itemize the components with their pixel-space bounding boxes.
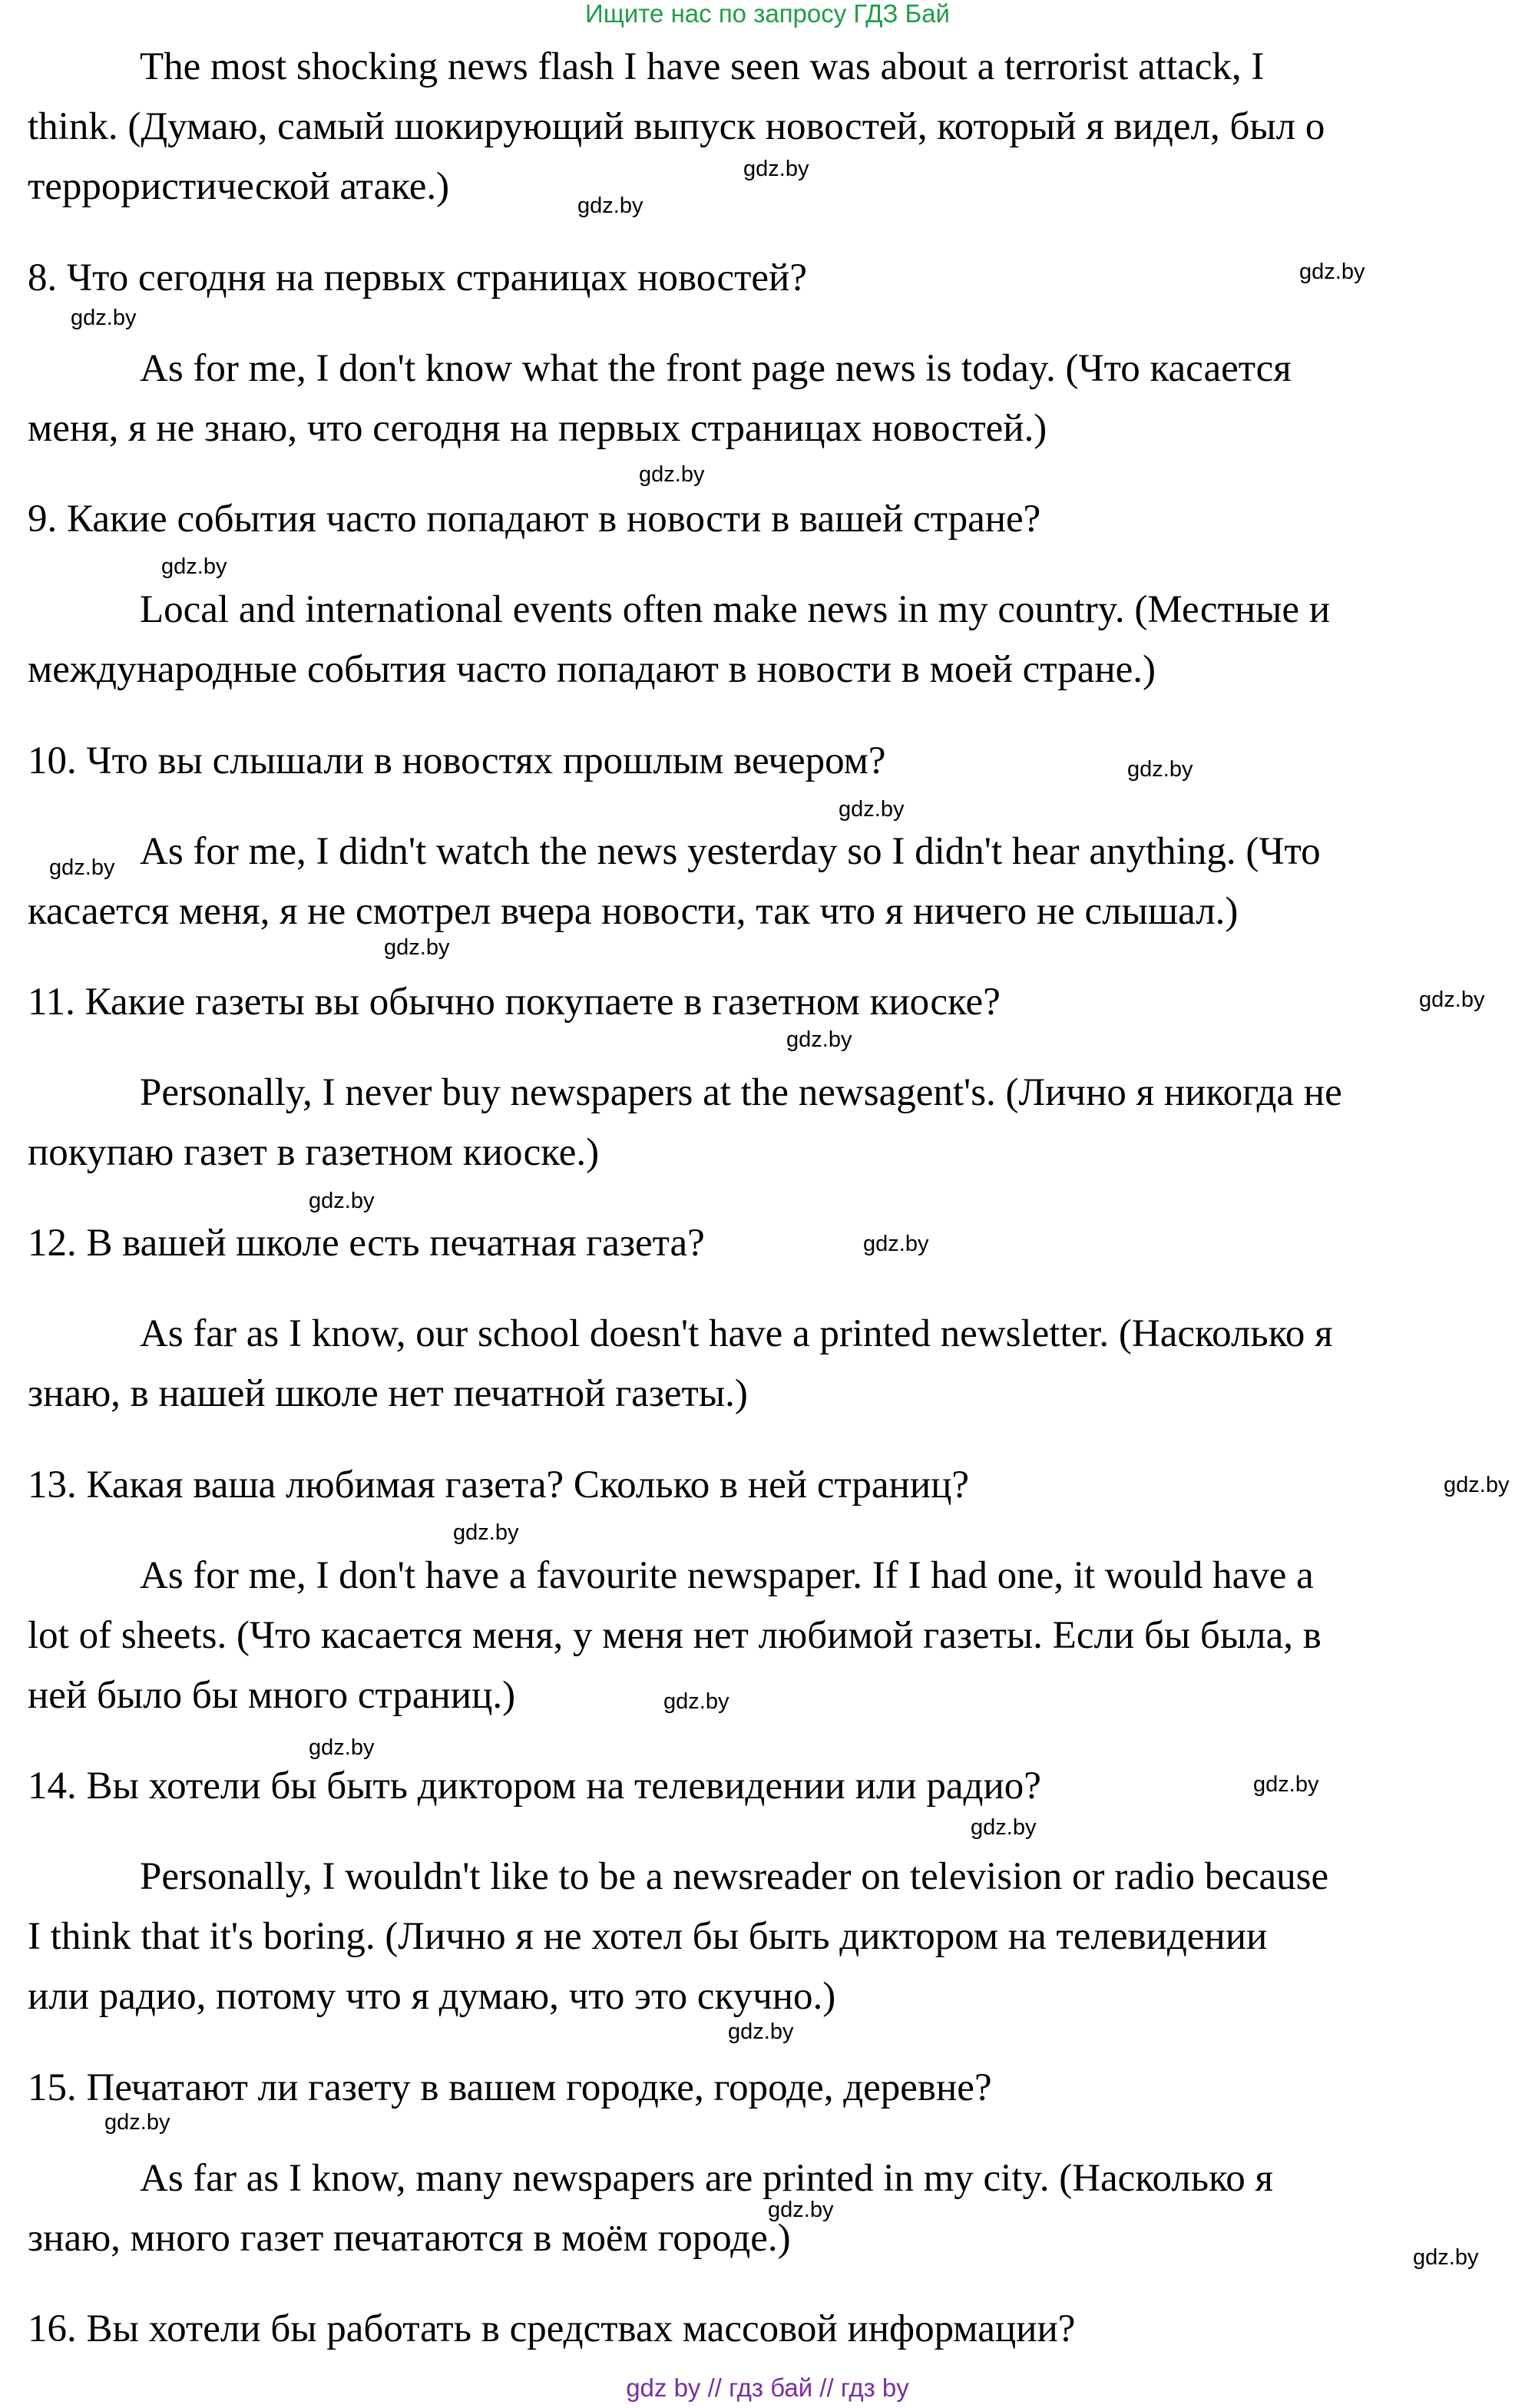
page-header: Ищите нас по запросу ГДЗ Бай	[585, 0, 950, 28]
watermark-label: gdz.by	[384, 935, 450, 960]
watermark-label: gdz.by	[1413, 2245, 1479, 2270]
text-line: покупаю газет в газетном киоске.)	[28, 1131, 600, 1174]
watermark-label: gdz.by	[453, 1520, 519, 1545]
watermark-label: gdz.by	[639, 462, 705, 487]
watermark-label: gdz.by	[839, 797, 905, 822]
question-line: 13. Какая ваша любимая газета? Сколько в ней страниц?	[28, 1464, 970, 1507]
question-line: 12. В вашей школе есть печатная газета?	[28, 1222, 705, 1265]
watermark-label: gdz.by	[1419, 987, 1485, 1012]
watermark-label: gdz.by	[728, 2019, 794, 2044]
text-line: международные события часто попадают в новости в моей стране.)	[28, 648, 1156, 691]
question-line: 14. Вы хотели бы быть диктором на телевидении или радио?	[28, 1765, 1041, 1808]
question-line: 9. Какие события часто попадают в новости в вашей стране?	[28, 498, 1041, 541]
watermark-label: gdz.by	[104, 2110, 170, 2135]
question-line: 15. Печатают ли газету в вашем городке, городе, деревне?	[28, 2066, 992, 2109]
text-line: ней было бы много страниц.)	[28, 1674, 516, 1717]
page-footer: gdz by // гдз бай // гдз by	[626, 2373, 909, 2402]
watermark-label: gdz.by	[577, 194, 643, 218]
text-line: As for me, I don't have a favourite newspaper. If I had one, it would have a	[140, 1554, 1314, 1597]
watermark-label: gdz.by	[743, 157, 809, 181]
watermark-label: gdz.by	[786, 1027, 852, 1052]
question-line: 10. Что вы слышали в новостях прошлым вечером?	[28, 739, 886, 782]
watermark-label: gdz.by	[49, 855, 115, 880]
watermark-label: gdz.by	[71, 306, 137, 330]
text-line: As for me, I don't know what the front page news is today. (Что касается	[140, 347, 1292, 390]
text-line: знаю, в нашей школе нет печатной газеты.)	[28, 1372, 748, 1415]
watermark-label: gdz.by	[1444, 1473, 1510, 1497]
text-line: Local and international events often make news in my country. (Местные и	[140, 588, 1331, 631]
watermark-label: gdz.by	[1299, 260, 1365, 284]
text-line: think. (Думаю, самый шокирующий выпуск новостей, который я видел, был о	[28, 105, 1325, 148]
text-line: As for me, I didn't watch the news yesterday so I didn't hear anything. (Что	[140, 830, 1321, 873]
watermark-label: gdz.by	[768, 2198, 834, 2222]
question-line: 16. Вы хотели бы работать в средствах массовой информации?	[28, 2307, 1076, 2350]
text-line: As far as I know, our school doesn't have a printed newsletter. (Насколько я	[140, 1312, 1333, 1355]
text-line: Personally, I wouldn't like to be a newsreader on television or radio because	[140, 1855, 1329, 1898]
question-line: 11. Какие газеты вы обычно покупаете в газетном киоске?	[28, 981, 1001, 1024]
text-line: As far as I know, many newspapers are printed in my city. (Насколько я	[140, 2157, 1273, 2200]
watermark-label: gdz.by	[971, 1815, 1037, 1840]
watermark-label: gdz.by	[863, 1232, 929, 1256]
text-line: касается меня, я не смотрел вчера новости, так что я ничего не слышал.)	[28, 890, 1239, 933]
watermark-label: gdz.by	[161, 554, 227, 579]
text-line: I think that it's boring. (Лично я не хотел бы быть диктором на телевидении	[28, 1915, 1268, 1958]
text-line: знаю, много газет печатаются в моём городе.)	[28, 2217, 791, 2260]
question-line: 8. Что сегодня на первых страницах новостей?	[28, 256, 807, 299]
text-line: меня, я не знаю, что сегодня на первых страницах новостей.)	[28, 407, 1047, 450]
watermark-label: gdz.by	[663, 1689, 729, 1714]
text-line: или радио, потому что я думаю, что это скучно.)	[28, 1975, 836, 2018]
text-line: Personally, I never buy newspapers at the newsagent's. (Лично я никогда не	[140, 1071, 1342, 1114]
watermark-label: gdz.by	[1127, 757, 1193, 782]
text-line: The most shocking news flash I have seen was about a terrorist attack, I	[140, 45, 1265, 88]
watermark-label: gdz.by	[1253, 1772, 1319, 1797]
text-line: террористической атаке.)	[28, 165, 450, 208]
watermark-label: gdz.by	[309, 1735, 375, 1760]
watermark-label: gdz.by	[309, 1189, 375, 1213]
text-line: lot of sheets. (Что касается меня, у меня нет любимой газеты. Если бы была, в	[28, 1614, 1322, 1657]
